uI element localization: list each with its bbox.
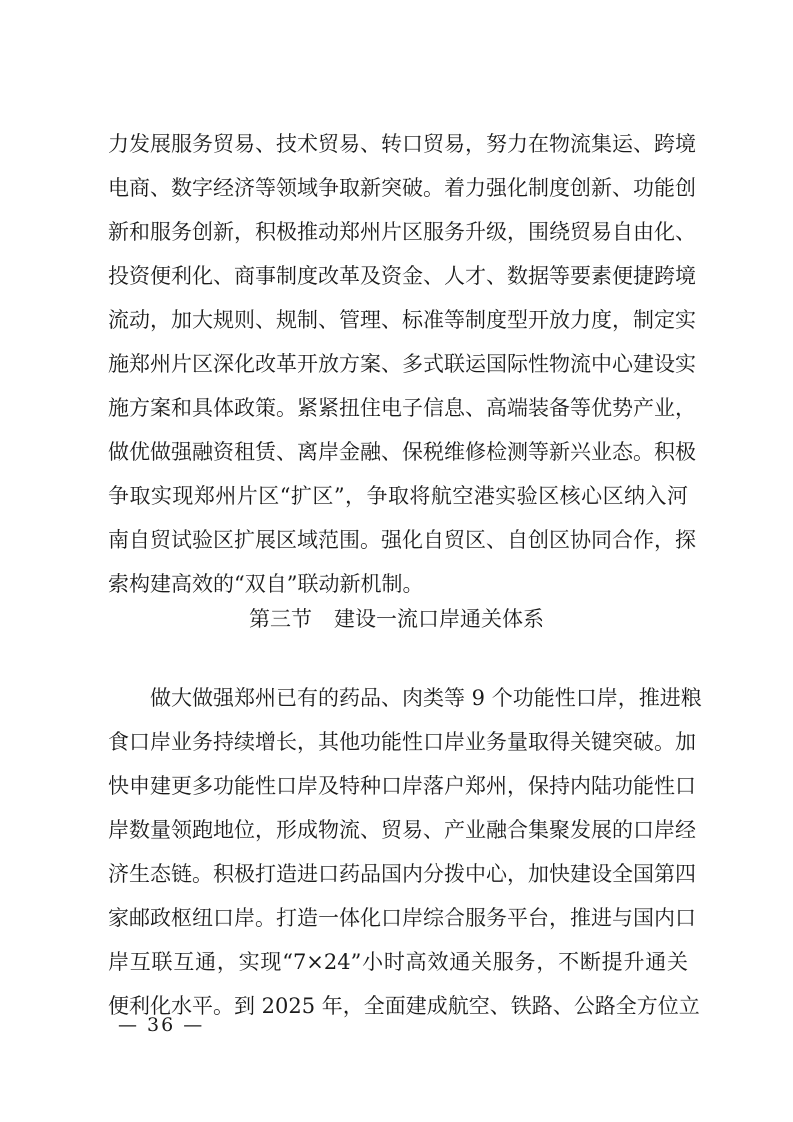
paragraph-line: 做优做强融资租赁、离岸金融、保税维修检测等新兴业态。积极: [108, 440, 696, 464]
paragraph-line: 快申建更多功能性口岸及特种口岸落户郑州，保持内陆功能性口: [108, 774, 696, 798]
paragraph-line: 力发展服务贸易、技术贸易、转口贸易，努力在物流集运、跨境: [108, 132, 696, 156]
paragraph-line: 岸数量领跑地位，形成物流、贸易、产业融合集聚发展的口岸经: [108, 818, 696, 842]
paragraph-line: 南自贸试验区扩展区域范围。强化自贸区、自创区协同合作，探: [108, 528, 696, 552]
paragraph-line: 岸互联互通，实现“7×24”小时高效通关服务，不断提升通关: [108, 950, 688, 974]
paragraph-line: 便利化水平。到 2025 年，全面建成航空、铁路、公路全方位立: [108, 994, 700, 1018]
section-number: 第三节: [249, 607, 312, 631]
paragraph-line: 做大做强郑州已有的药品、肉类等 9 个功能性口岸，推进粮: [150, 686, 702, 710]
paragraph-line: 投资便利化、商事制度改革及资金、人才、数据等要素便捷跨境: [108, 264, 696, 288]
paragraph-line: 食口岸业务持续增长，其他功能性口岸业务量取得关键突破。加: [108, 730, 696, 754]
page-number: — 36 —: [118, 1014, 205, 1036]
paragraph-line: 流动，加大规则、规制、管理、标准等制度型开放力度，制定实: [108, 308, 696, 332]
paragraph-line: 新和服务创新，积极推动郑州片区服务升级，围绕贸易自由化、: [108, 220, 696, 244]
paragraph-line: 家邮政枢纽口岸。打造一体化口岸综合服务平台，推进与国内口: [108, 906, 696, 930]
paragraph-line: 索构建高效的“双自”联动新机制。: [108, 572, 424, 596]
paragraph-line: 争取实现郑州片区“扩区”，争取将航空港实验区核心区纳入河: [108, 484, 688, 508]
paragraph-line: 电商、数字经济等领域争取新突破。着力强化制度创新、功能创: [108, 176, 696, 200]
paragraph-line: 济生态链。积极打造进口药品国内分拨中心，加快建设全国第四: [108, 862, 696, 886]
section-heading: [0, 604, 793, 634]
paragraph-line: 施郑州片区深化改革开放方案、多式联运国际性物流中心建设实: [108, 352, 696, 376]
paragraph-line: 施方案和具体政策。紧紧扭住电子信息、高端装备等优势产业，: [108, 396, 696, 420]
section-title: 建设一流口岸通关体系: [334, 607, 544, 631]
